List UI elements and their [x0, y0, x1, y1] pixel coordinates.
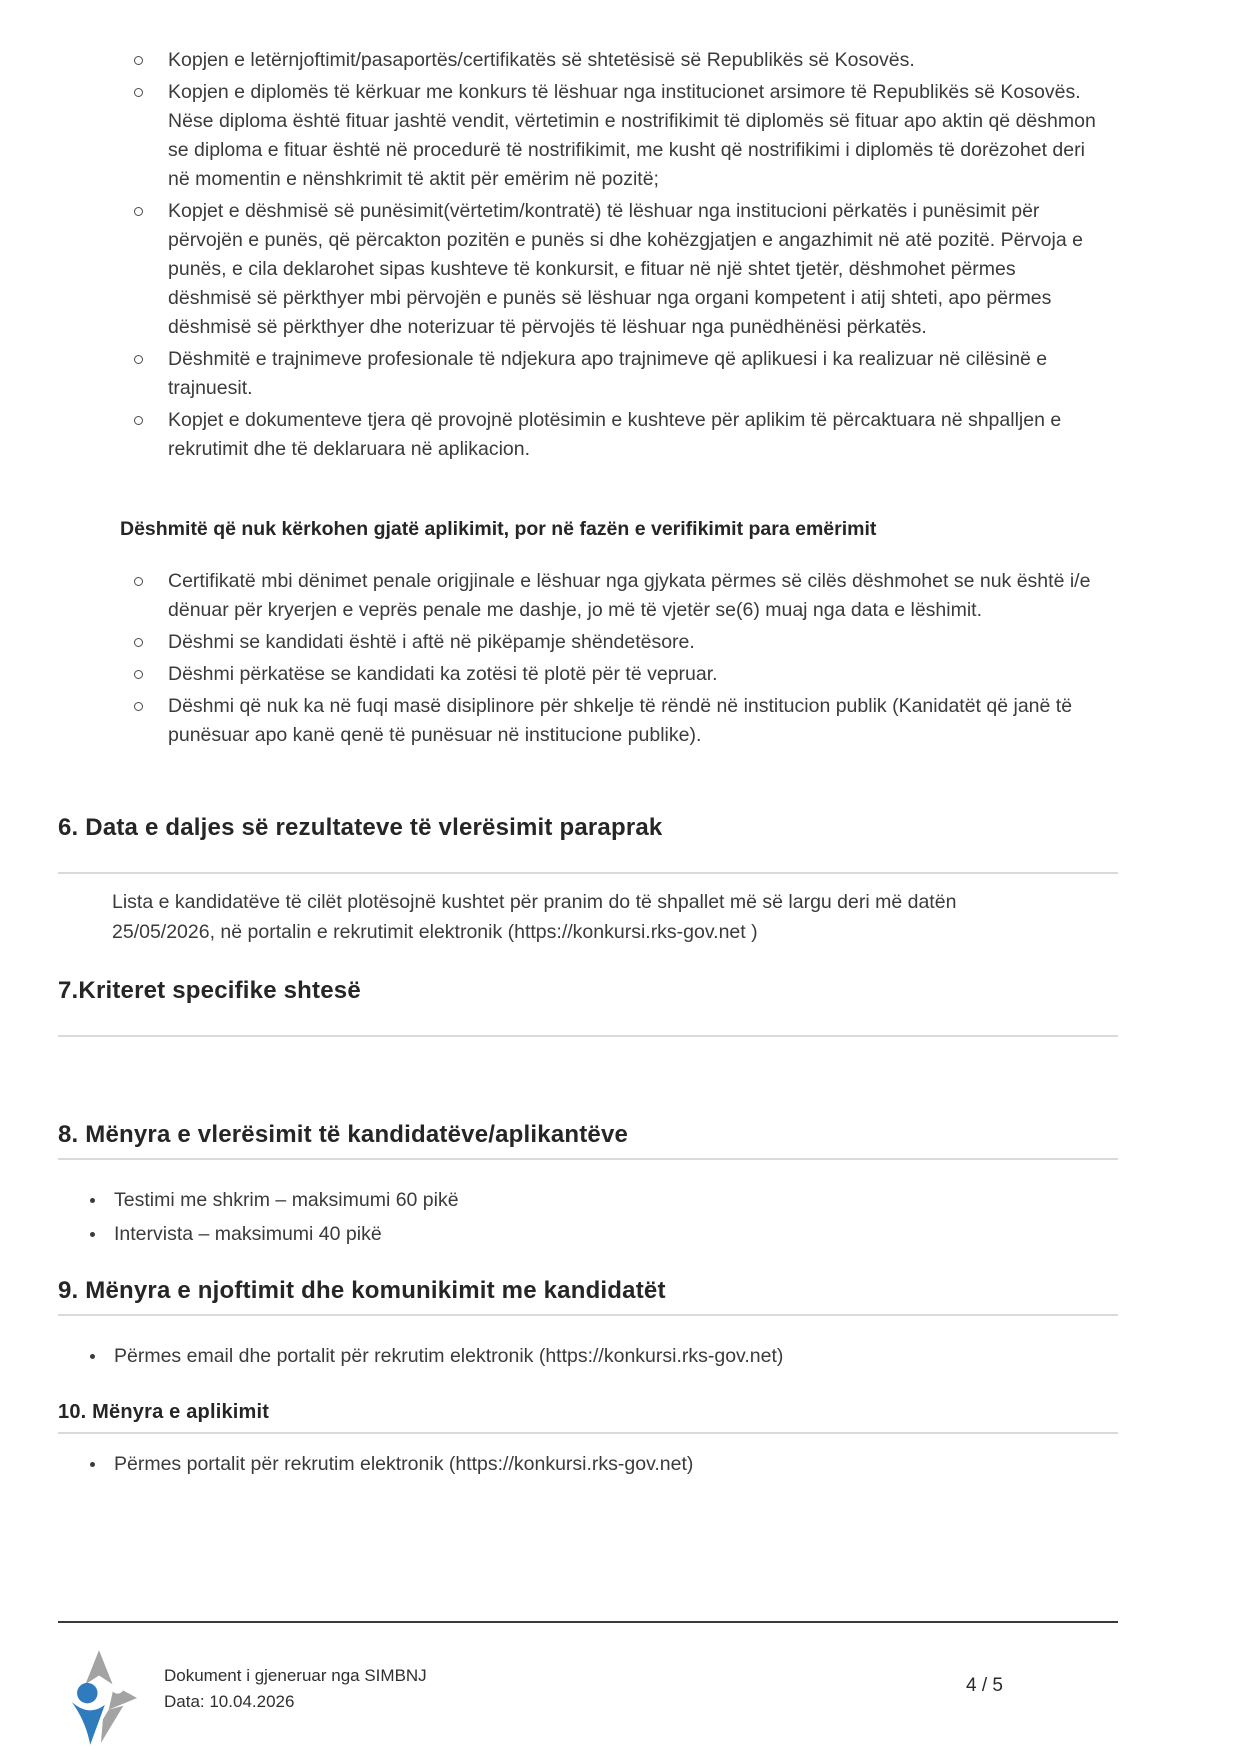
section-6-title: 6. Data e daljes së rezultateve të vlerësimit paraprak — [58, 814, 663, 841]
list-item: Kopjen e letërnjoftimit/pasaportës/certifikatës së shtetësisë së Republikës së Kosovës. — [133, 46, 1100, 75]
section-8-title: 8. Mënyra e vlerësimit të kandidatëve/aplikantëve — [58, 1121, 629, 1148]
page-content — [58, 0, 1118, 1484]
page-number: 4 / 5 — [966, 1675, 1003, 1696]
section-divider — [58, 872, 1118, 874]
verification-subheading: Dëshmitë që nuk kërkohen gjatë aplikimit, por në fazën e verifikimit para emërimit — [120, 518, 877, 540]
footer-date: Data: 10.04.2026 — [164, 1692, 295, 1711]
list-item: Testimi me shkrim – maksimumi 60 pikë — [88, 1186, 1028, 1215]
section-divider — [58, 1035, 1118, 1037]
list-item: Kopjet e dëshmisë së punësimit(vërtetim/kontratë) të lëshuar nga institucioni përkatës i punësimit për përvojën e punës, që përcakton pozitën e punës si dhe kohëzgjatjen e angazhimit në atë pozitë. Përvoja e punës, e cila deklarohet sipas kushteve të konkursit, e fituar në një shtet tjetër, dëshmohet përmes dëshmisë së përkthyer mbi përvojën e punës së lëshuar nga organi kompetent i atij shteti, apo përmes dëshmisë së përkthyer dhe noterizuar të përvojës të lëshuar nga punëdhënësi përkatës. — [133, 197, 1100, 342]
list-item: Dëshmi përkatëse se kandidati ka zotësi të plotë për të vepruar. — [133, 660, 1100, 689]
list-item: Kopjen e diplomës të kërkuar me konkurs të lëshuar nga institucionet arsimore të Republikës së Kosovës. Nëse diploma është fituar jashtë vendit, vërtetimin e nostrifikimit të diplomës së fituar apo aktin që dëshmon se diploma e fituar është në procedurë të nostrifikimit, me kusht që nostrifikimi i diplomës të dorëzohet deri në momentin e nënshkrimit të aktit për emërim në pozitë; — [133, 78, 1100, 194]
list-item: Përmes email dhe portalit për rekrutim elektronik (https://konkursi.rks-gov.net) — [88, 1342, 1028, 1371]
list-item: Certifikatë mbi dënimet penale origjinale e lëshuar nga gjykata përmes së cilës dëshmohet se nuk është i/e dënuar për kryerjen e veprës penale me dashje, jo më të vjetër se(6) muaj nga data e lëshimit. — [133, 567, 1100, 625]
application-list — [88, 1450, 1118, 1479]
list-item: Dëshmi se kandidati është i aftë në pikëpamje shëndetësore. — [133, 628, 1100, 657]
footer-row — [58, 1623, 1118, 1747]
verification-documents-list — [133, 567, 1118, 750]
list-item: Intervista – maksimumi 40 pikë — [88, 1220, 1028, 1249]
required-documents-list — [133, 46, 1118, 464]
list-item: Kopjet e dokumenteve tjera që provojnë plotësimin e kushteve për aplikim të përcaktuara në shpalljen e rekrutimit dhe të deklaruara në aplikacion. — [133, 406, 1100, 464]
evaluation-list — [88, 1186, 1118, 1249]
section-divider — [58, 1314, 1118, 1316]
section-divider — [58, 1432, 1118, 1434]
section-divider — [58, 1158, 1118, 1160]
page-footer — [58, 1621, 1118, 1747]
section-9-title: 9. Mënyra e njoftimit dhe komunikimit me kandidatët — [58, 1277, 666, 1304]
list-item: Përmes portalit për rekrutim elektronik (https://konkursi.rks-gov.net) — [88, 1450, 1028, 1479]
section-7-title: 7.Kriteret specifike shtesë — [58, 977, 361, 1004]
section-6-paragraph: Lista e kandidatëve të cilët plotësojnë kushtet për pranim do të shpallet më së largu deri më datën 25/05/2026, në portalin e rekrutimit elektronik (https://konkursi.rks-gov.net ) — [112, 891, 957, 943]
section-10-title: 10. Mënyra e aplikimit — [58, 1401, 270, 1423]
simbnj-logo-icon — [60, 1647, 138, 1747]
footer-generated-by: Dokument i gjeneruar nga SIMBNJ — [164, 1666, 427, 1685]
notification-list — [88, 1342, 1118, 1371]
footer-text — [164, 1647, 427, 1715]
list-item: Dëshmitë e trajnimeve profesionale të ndjekura apo trajnimeve që aplikuesi i ka realizuar në cilësinë e trajnuesit. — [133, 345, 1100, 403]
list-item: Dëshmi që nuk ka në fuqi masë disiplinore për shkelje të rëndë në institucion publik (Kanidatët që janë të punësuar apo kanë qenë të punësuar në institucione publike). — [133, 692, 1100, 750]
